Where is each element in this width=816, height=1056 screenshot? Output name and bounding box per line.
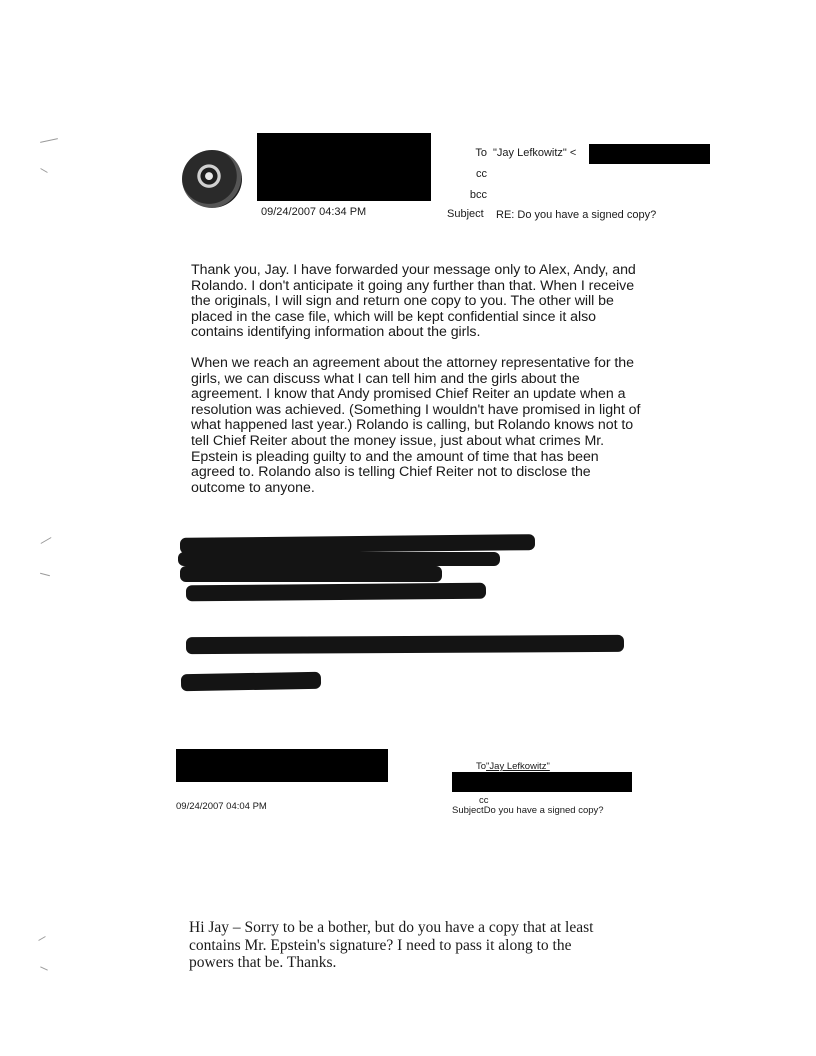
email1-to-label: To	[475, 147, 487, 159]
scan-mark	[38, 936, 45, 941]
email1-body	[191, 263, 643, 511]
scan-mark	[40, 138, 58, 143]
email2-subject-value: Do you have a signed copy?	[483, 805, 604, 816]
email1-date: 09/24/2007 04:34 PM	[261, 206, 367, 218]
scan-mark	[40, 966, 48, 970]
scan-mark	[41, 537, 52, 544]
email2-to-label: To	[476, 761, 487, 772]
redacted-text-block	[186, 583, 486, 602]
redacted-text-block	[180, 534, 535, 554]
email1-bcc-label: bcc	[469, 189, 487, 201]
email2-to-value: "Jay Lefkowitz"	[486, 761, 550, 772]
email1-subject-value: RE: Do you have a signed copy?	[496, 209, 657, 221]
redacted-sender-name	[257, 133, 431, 201]
scan-mark	[40, 573, 50, 577]
scan-mark	[40, 168, 47, 173]
email1-subject-label: Subject	[447, 208, 484, 220]
email2-subject-label: Subject	[452, 805, 484, 816]
redacted-text-block	[181, 672, 321, 691]
email2-body: Hi Jay – Sorry to be a bother, but do you have a copy that at least contains Mr. Epstein's signature? I need to pass it along to the powers that be. Thanks.	[189, 919, 594, 971]
email2-date: 09/24/2007 04:04 PM	[176, 801, 267, 812]
email2-to-row	[476, 761, 550, 772]
email2-subject-row	[452, 805, 604, 816]
sender-avatar	[182, 150, 242, 208]
redacted-recipient-email	[589, 144, 710, 164]
email2-cc-label: cc	[479, 795, 489, 806]
email1-paragraph: When we reach an agreement about the attorney representative for the girls, we can discuss what I can tell him and the girls about the agreement. I know that Andy promised Chief Reiter an update when a resolution was achieved. (Something I wouldn't have promised in light of what happened last year.) Rolando is calling, but Rolando knows not to tell Chief Reiter about the money issue, just about what crimes Mr. Epstein is pleading guilty to and the amount of time that has been agreed to. Rolando also is telling Chief Reiter not to disclose the outcome to anyone.	[191, 354, 641, 496]
email1-paragraph: Thank you, Jay. I have forwarded your message only to Alex, Andy, and Rolando. I don't anticipate it going any further than that. When I receive the originals, I will sign and return one copy to you. The other will be placed in the case file, which will be kept confidential since it also contains identifying information about the girls.	[191, 262, 636, 341]
redacted-text-block	[180, 566, 442, 582]
email1-cc-label: cc	[476, 168, 487, 180]
redacted-text-block	[186, 635, 624, 654]
redacted-sender-name	[176, 749, 388, 782]
redacted-recipient-email	[452, 772, 632, 792]
redacted-text-block	[178, 552, 500, 566]
email1-to-value: "Jay Lefkowitz" <	[493, 147, 577, 159]
